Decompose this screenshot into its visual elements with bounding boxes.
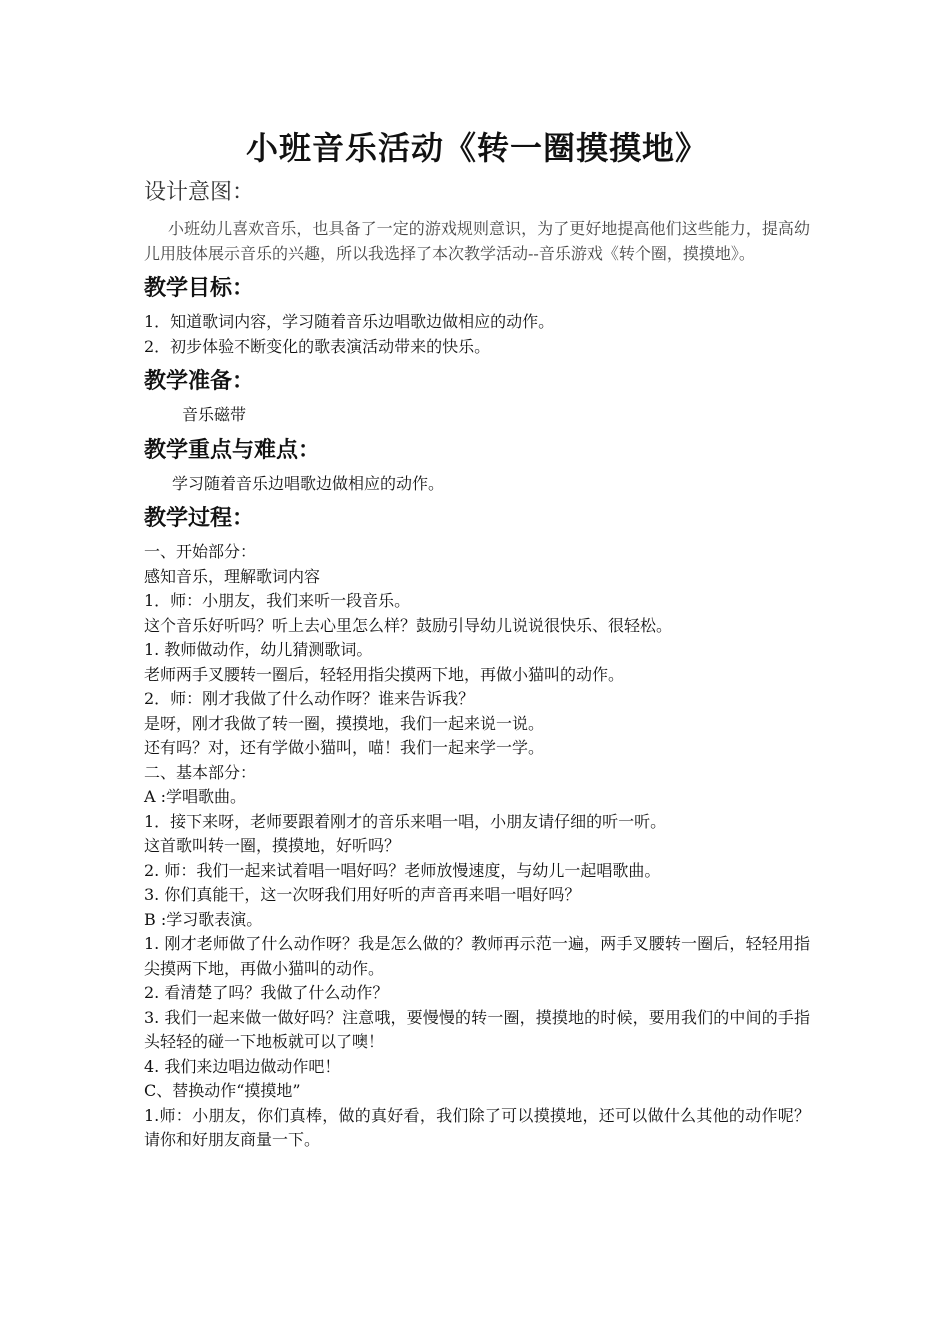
process-line: 是呀，刚才我做了转一圈，摸摸地，我们一起来说一说。 (144, 713, 545, 733)
key-heading: 教学重点与难点： (144, 437, 321, 463)
process-line: 这个音乐好听吗？听上去心里怎么样？鼓励引导幼儿说说很快乐、很轻松。 (144, 615, 673, 635)
goal-item-1: 1．知道歌词内容，学习随着音乐边唱歌边做相应的动作。 (144, 312, 555, 331)
document-page (144, 126, 810, 1153)
process-line: 2. 看清楚了吗？我做了什么动作？ (144, 983, 389, 1002)
goal-item-2: 2．初步体验不断变化的歌表演活动带来的快乐。 (144, 336, 491, 356)
process-line: A :学唱歌曲。 (144, 787, 247, 806)
process-heading: 教学过程： (144, 506, 255, 531)
key-text: 学习随着音乐边唱歌边做相应的动作。 (172, 473, 445, 493)
goals-heading: 教学目标： (144, 276, 255, 301)
process-line: 一、开始部分： (144, 542, 257, 561)
process-line: 3. 你们真能干，这一次呀我们用好听的声音再来唱一唱好吗？ (144, 885, 581, 904)
process-line: 1．师：小朋友，我们来听一段音乐。 (144, 591, 411, 610)
process-line: 3. 我们一起来做一做好吗？注意哦，要慢慢的转一圈，摸摸地的时候，要用我们的中间的手指头轻轻的碰一下地板就可以了噢！ (144, 1007, 810, 1051)
prep-heading: 教学准备： (144, 369, 255, 394)
process-line: 老师两手叉腰转一圈后，轻轻用指尖摸两下地，再做小猫叫的动作。 (144, 664, 625, 684)
prep-text: 音乐磁带 (182, 405, 247, 424)
process-line: 1.师：小朋友，你们真棒，做的真好看，我们除了可以摸摸地，还可以做什么其他的动作呢？请你和好朋友商量一下。 (144, 1105, 810, 1149)
design-paragraph: 小班幼儿喜欢音乐，也具备了一定的游戏规则意识，为了更好地提高他们这些能力，提高幼儿用肢体展示音乐的兴趣，所以我选择了本次教学活动--音乐游戏《转个圈，摸摸地》。 (144, 219, 810, 263)
process-line: 2．师：刚才我做了什么动作呀？谁来告诉我？ (144, 689, 475, 708)
process-line: 这首歌叫转一圈，摸摸地，好听吗？ (144, 836, 401, 855)
process-line: 2. 师：我们一起来试着唱一唱好吗？老师放慢速度，与幼儿一起唱歌曲。 (144, 860, 661, 880)
process-line: 4. 我们来边唱边做动作吧！ (144, 1056, 341, 1076)
process-line: 感知音乐，理解歌词内容 (144, 566, 321, 586)
process-line: 1. 教师做动作，幼儿猜测歌词。 (144, 640, 373, 659)
process-line: C、替换动作“摸摸地” (144, 1081, 301, 1100)
process-line: 二、基本部分： (144, 762, 257, 782)
process-line: B :学习歌表演。 (144, 909, 263, 929)
process-line: 1．接下来呀，老师要跟着刚才的音乐来唱一唱，小朋友请仔细的听一听。 (144, 811, 667, 831)
document-title: 小班音乐活动《转一圈摸摸地》 (245, 129, 708, 167)
process-line: 还有吗？对，还有学做小猫叫，喵！我们一起来学一学。 (144, 738, 545, 757)
process-line: 1. 刚才老师做了什么动作呀？我是怎么做的？教师再示范一遍，两手叉腰转一圈后，轻轻用指尖摸两下地，再做小猫叫的动作。 (144, 934, 810, 978)
design-heading: 设计意图： (144, 180, 255, 205)
